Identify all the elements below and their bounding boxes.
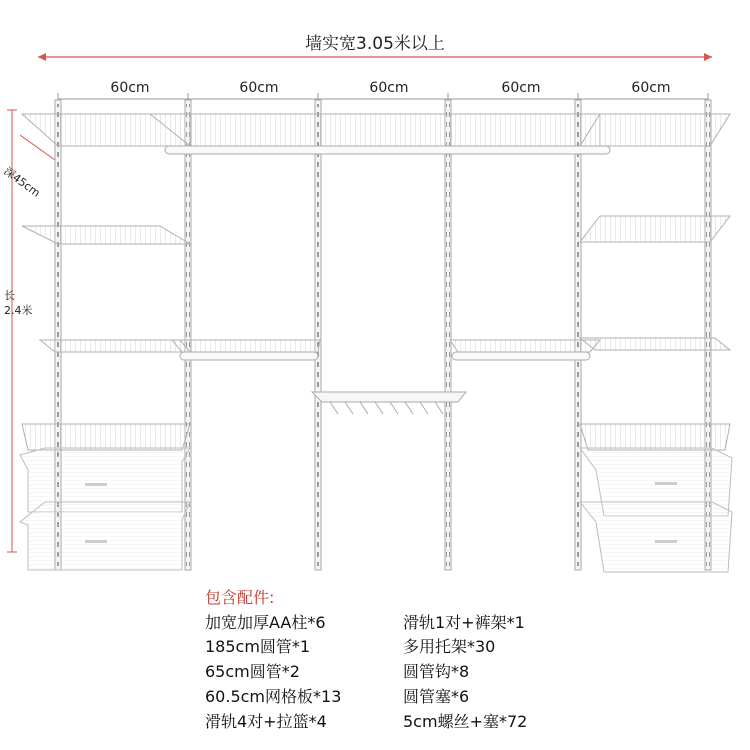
height-label (4, 288, 33, 318)
middle-hanging-rods (172, 340, 600, 360)
left-baskets (20, 448, 190, 570)
right-baskets (580, 448, 732, 572)
wall-width-dimension (38, 53, 712, 61)
left-tower-shelves (22, 226, 190, 450)
wire-shelf (22, 424, 190, 450)
section-width-label: 60cm (239, 80, 279, 96)
section-width-label: 60cm (501, 80, 541, 96)
wire-shelf (40, 340, 190, 352)
wall-width-label: 墙实宽3.05米以上 (305, 34, 445, 54)
parts-list-item: 圆管塞*6 (403, 687, 470, 706)
section-width-label: 60cm (631, 80, 671, 96)
parts-list-title: 包含配件: (205, 588, 275, 607)
pants-rack (312, 392, 466, 414)
parts-list-item: 65cm圆管*2 (205, 662, 300, 681)
pull-out-basket (20, 502, 190, 570)
parts-list-item: 5cm螺丝+塞*72 (403, 712, 528, 731)
parts-list-item: 滑轨4对+拉篮*4 (205, 712, 327, 731)
top-shelves (22, 114, 730, 154)
wire-shelf (580, 424, 730, 450)
rod-shelf (172, 340, 320, 352)
parts-list-item: 滑轨1对+裤架*1 (403, 613, 525, 632)
parts-list-item: 圆管钩*8 (403, 662, 470, 681)
hanging-rod-65 (452, 352, 590, 360)
hanging-rod-65 (180, 352, 318, 360)
section-width-label: 60cm (369, 80, 409, 96)
parts-list-item: 185cm圆管*1 (205, 637, 311, 656)
wire-shelf (580, 216, 730, 242)
parts-list-item: 多用托架*30 (403, 637, 496, 656)
wire-shelf (580, 114, 730, 146)
section-width-label: 60cm (110, 80, 150, 96)
parts-list-item: 加宽加厚AA柱*6 (205, 613, 326, 632)
rod-shelf (450, 340, 600, 352)
height-label-title: 长 (4, 289, 15, 302)
wire-shelf (580, 338, 730, 350)
parts-list-item: 60.5cm网格板*13 (205, 687, 342, 706)
depth-label: 深45cm (1, 164, 43, 200)
pull-out-basket (580, 502, 732, 572)
height-label-value: 2.4米 (4, 304, 33, 317)
wire-shelf (22, 226, 190, 244)
hanging-rod-185 (165, 146, 610, 154)
wire-shelf (150, 114, 600, 146)
